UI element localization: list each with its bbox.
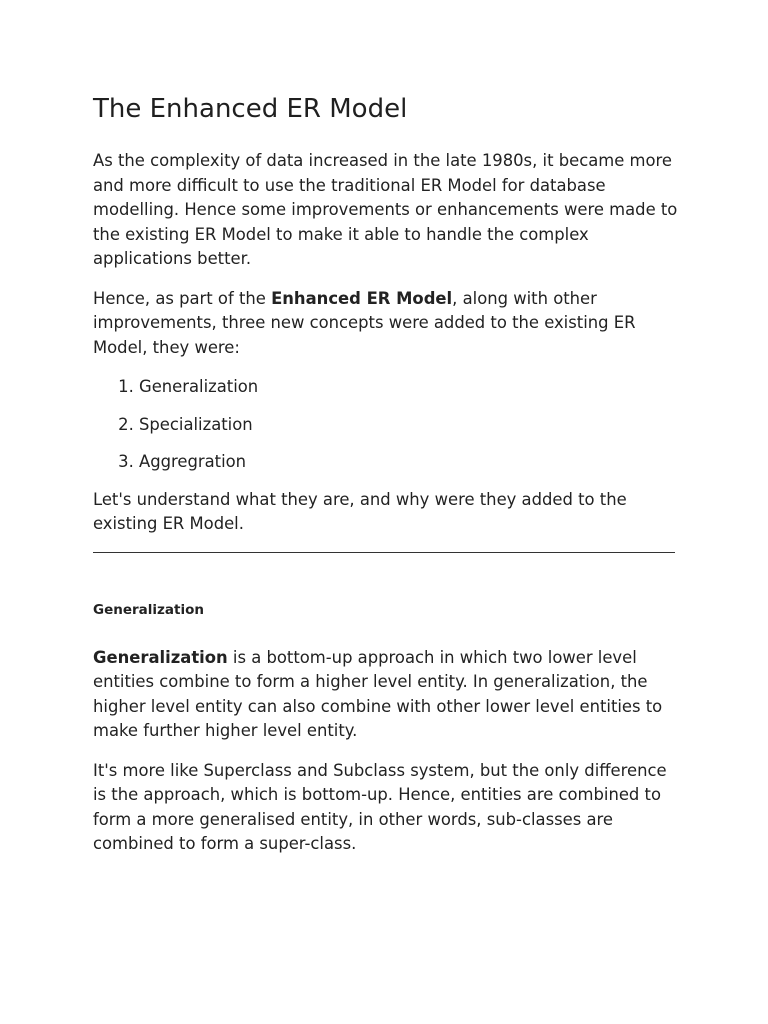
list-item: 1. Generalization bbox=[139, 375, 683, 400]
intro-paragraph: As the complexity of data increased in the late 1980s, it became more and more difficult to use the traditional ER Model for database modelling. Hence some improvements or enhancements were made to the existing ER Model to make it able to handle the complex applications better. bbox=[93, 151, 678, 268]
generalization-definition-paragraph bbox=[93, 646, 683, 744]
concepts-paragraph-before: Hence, as part of the bbox=[93, 288, 272, 308]
concepts-list bbox=[93, 375, 683, 475]
list-item: 3. Aggregration bbox=[139, 450, 683, 475]
section-divider bbox=[93, 552, 675, 553]
enhanced-er-model-bold: Enhanced ER Model bbox=[271, 288, 453, 308]
document-page bbox=[93, 90, 683, 872]
list-item: 2. Specialization bbox=[139, 413, 683, 438]
generalization-detail-paragraph: It's more like Superclass and Subclass system, but the only difference is the approach, which is bottom-up. Hence, entities are combined to form a more generalised entity, in other words, sub-classes are combined to form a super-class. bbox=[93, 760, 667, 853]
page-title: The Enhanced ER Model bbox=[93, 94, 408, 124]
concepts-paragraph bbox=[93, 287, 683, 361]
generalization-bold: Generalization bbox=[93, 647, 228, 667]
concepts-paragraph-after: , along with other improvements, three new concepts were added to the existing ER Model, they were: bbox=[93, 288, 636, 357]
section-heading-generalization: Generalization bbox=[93, 601, 204, 618]
understand-paragraph: Let's understand what they are, and why were they added to the existing ER Model. bbox=[93, 489, 627, 533]
generalization-definition-text: is a bottom-up approach in which two lower level entities combine to form a higher level entity. In generalization, the higher level entity can also combine with other lower level entities to make further higher level entity. bbox=[93, 647, 663, 740]
